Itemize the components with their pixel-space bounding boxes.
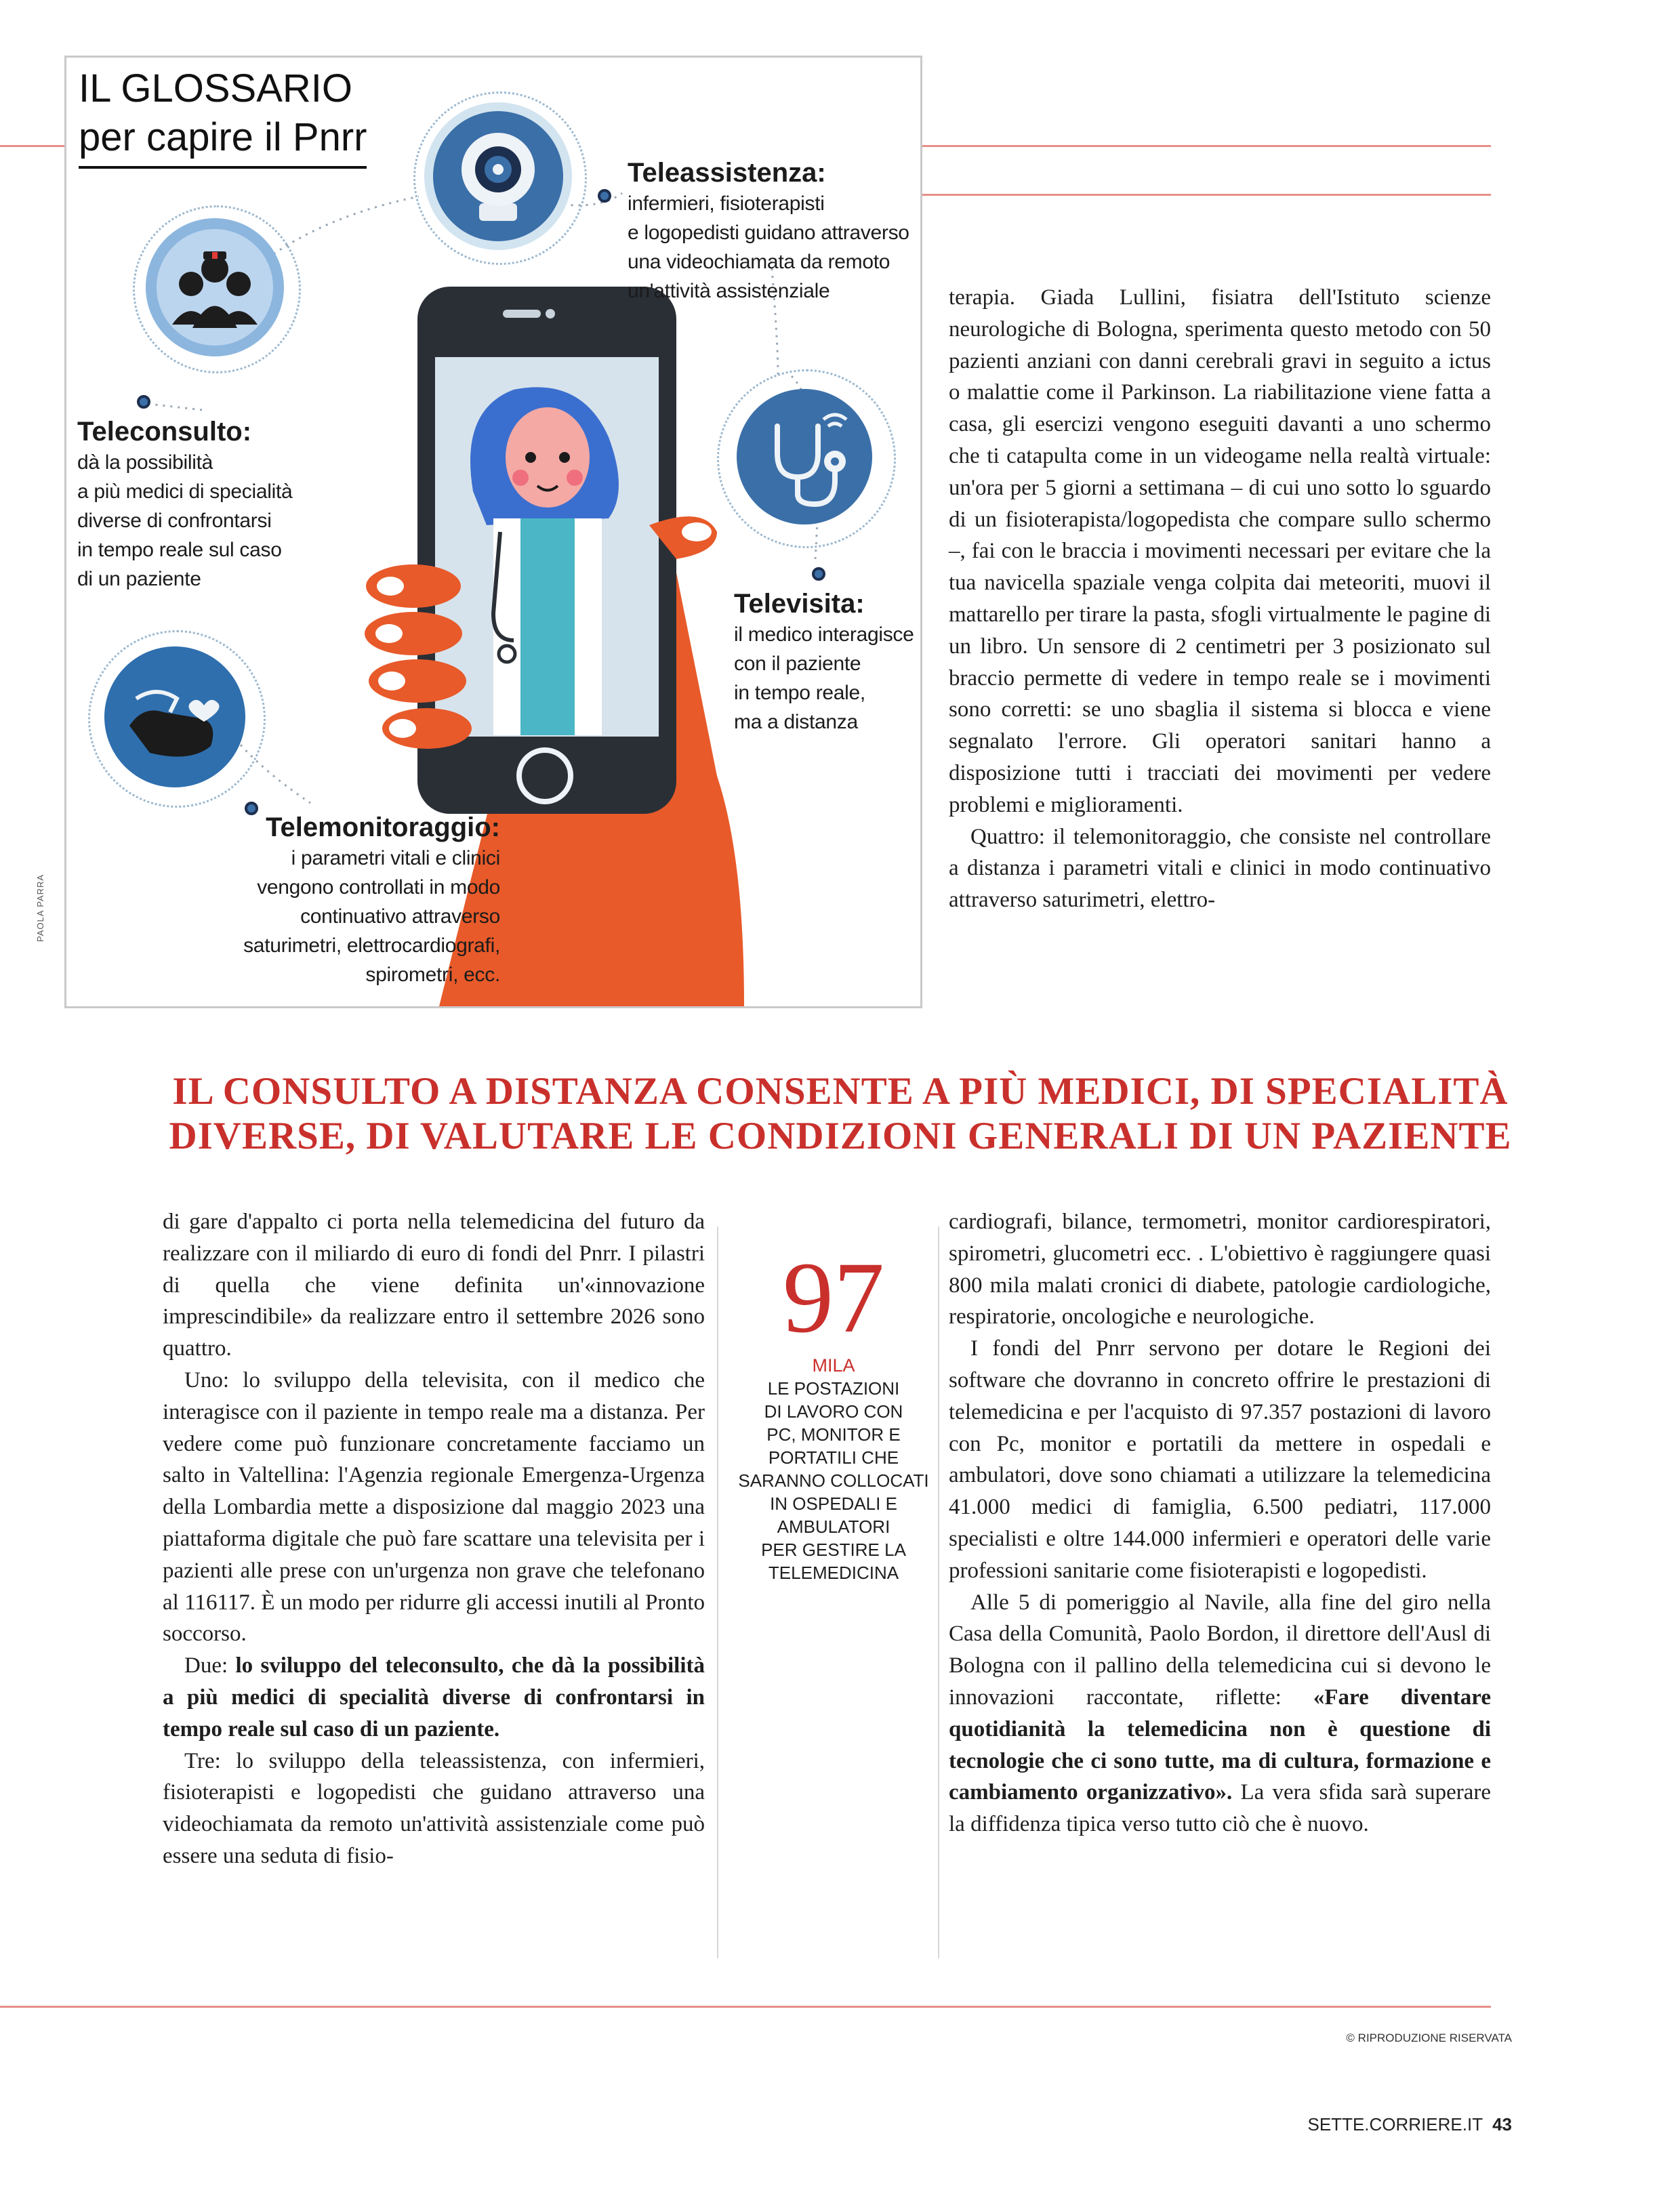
paragraph-tail: La vera sfida sarà superare la diffidenza tipica verso tutto ciò che è nuovo. bbox=[949, 1780, 1491, 1837]
teleconsulto-line: di un paziente bbox=[77, 568, 201, 590]
page-number: 43 bbox=[1492, 2114, 1512, 2135]
teleconsulto-term bbox=[77, 415, 292, 594]
paragraph: I fondi del Pnrr servono per dotare le Regioni dei software che dovranno in concreto offrire le prestazioni di telemedicina e per l'acquisto di 97.357 postazioni di lavoro con Pc, monitor e portatili da mettere in ospedali e ambulatori, dove sono chiamati a utilizzare la telemedicina 41.000 medici di famiglia, 6.500 pediatri, 117.000 specialisti e oltre 144.000 infermieri e operatori delle varie professioni sanitarie come fisioterapisti e logopedisti. bbox=[949, 1336, 1491, 1583]
paragraph-bold: lo sviluppo del teleconsulto, che dà la possibilità a più medici di specialità diverse di confrontarsi in tempo reale sul caso di un paziente. bbox=[163, 1653, 705, 1741]
right-column bbox=[949, 1206, 1491, 1840]
top-right-column bbox=[949, 282, 1491, 916]
stat-line: AMBULATORI bbox=[777, 1517, 890, 1537]
teleconsulto-line: in tempo reale sul caso bbox=[77, 539, 282, 561]
teleassistenza-line: e logopedisti guidano attraverso bbox=[628, 222, 909, 244]
telemonitoraggio-title: Telemonitoraggio: bbox=[266, 812, 500, 842]
paragraph bbox=[949, 1587, 1491, 1840]
paragraph: Uno: lo sviluppo della televisita, con il medico che interagisce con il paziente in tempo reale ma a distanza. Per vedere come può funzionare concretamente facciamo un salto in Valtellina: l'Agenzia regionale Emergenza-Urgenza della Lombardia mette a disposizione dal maggio 2023 una piattaforma digitale che può fare scattare una televisita per i pazienti alle prese con un'urgenza non grave che telefonano al 116117. È un modo per ridurre gli accessi inutili al Pronto soccorso. bbox=[163, 1367, 705, 1647]
paragraph: terapia. Giada Lullini, fisiatra dell'Istituto scienze neurologiche di Bologna, sperimenta questo metodo con 50 pazienti anziani con danni cerebrali gravi in seguito a ictus o malattie come il Parkinson. La riabilitazione viene fatta a casa, gli esercizi vengono eseguiti davanti a uno schermo che ti catapulta come in un videogame nella realtà virtuale: un'ora per 5 giorni a settimana – di cui uno sotto lo sguardo di un fisioterapista/logopedista che compare sullo schermo –, fai con le braccia i movimenti necessari per evitare che la tua navicella spaziale venga colpita dai meteoriti, muovi il mattarello per tirare la pasta, sfogli virtualmente le pagine di un libro. Un sensore di 2 centimetri per 3 posizionato sul braccio permette di vedere in tempo reale se i movimenti sono corretti: se uno sbaglia il sistema si blocca e viene segnalato l'errore. Gli operatori sanitari hanno a disposizione tutti i tracciati dei movimenti per vedere problemi e miglioramenti. bbox=[949, 285, 1491, 817]
stat-line: SARANNO COLLOCATI bbox=[738, 1470, 929, 1491]
teleconsulto-title: Teleconsulto: bbox=[77, 417, 252, 447]
telemonitoraggio-line: vengono controllati in modo bbox=[257, 876, 500, 899]
stat-line: TELEMEDICINA bbox=[768, 1563, 899, 1583]
telemonitoraggio-line: continuativo attraverso bbox=[300, 905, 500, 928]
page-footer bbox=[1308, 2114, 1513, 2135]
stat-description bbox=[725, 1377, 942, 1584]
teleassistenza-line: infermieri, fisioterapisti bbox=[628, 192, 825, 215]
stat-line: PC, MONITOR E bbox=[766, 1424, 901, 1445]
glossary-title-line1: IL GLOSSARIO bbox=[79, 66, 352, 110]
televisita-title: Televisita: bbox=[734, 589, 865, 619]
stat-line: LE POSTAZIONI bbox=[767, 1378, 900, 1399]
paragraph-lead: Due: bbox=[184, 1653, 236, 1678]
top-right-rule-2 bbox=[920, 194, 1491, 196]
telemonitoraggio-line: saturimetri, elettrocardiografi, bbox=[243, 934, 500, 957]
column-divider-left bbox=[717, 1226, 718, 1958]
glossary-infographic bbox=[64, 56, 922, 1008]
copyright-notice: © RIPRODUZIONE RISERVATA bbox=[1346, 2032, 1512, 2044]
bottom-rule bbox=[0, 2006, 1491, 2008]
doctors-group-icon bbox=[144, 216, 286, 358]
teleconsulto-line: diverse di confrontarsi bbox=[77, 510, 272, 532]
televisita-line: in tempo reale, bbox=[734, 682, 865, 704]
top-right-rule bbox=[920, 145, 1491, 147]
televisita-line: con il paziente bbox=[734, 653, 861, 675]
paragraph-bold: «Fare diventare quotidianità la telemedicina non è questione di tecnologie che ci sono tutte, ma di cultura, formazione e cambiamento organizzativo». bbox=[949, 1685, 1491, 1805]
glossary-title-line2: per capire il Pnrr bbox=[79, 113, 367, 169]
telemonitoraggio-line: spirometri, ecc. bbox=[365, 964, 500, 986]
stat-line: PORTATILI CHE bbox=[768, 1447, 899, 1468]
paragraph: cardiografi, bilance, termometri, monitor cardiorespiratori, spirometri, glucometri ecc. . L'obiettivo è raggiungere quasi 800 mila malati cronici di diabete, patologie cardiologiche, respiratorie, oncologiche e neurologiche. bbox=[949, 1210, 1491, 1329]
paragraph: Tre: lo sviluppo della teleassistenza, con infermieri, fisioterapisti e logopedisti che guidano attraverso una videochiamata da remoto un'attività assistenziale come può essere una seduta di fisio- bbox=[163, 1748, 705, 1868]
teleconsulto-line: a più medici di specialità bbox=[77, 480, 293, 503]
stat-line: IN OSPEDALI E bbox=[770, 1493, 897, 1514]
column-divider-right bbox=[938, 1226, 939, 1958]
paragraph: di gare d'appalto ci porta nella telemedicina del futuro da realizzare con il miliardo di euro di fondi del Pnrr. I pilastri di quella che viene definita un'«innovazione imprescindibile» da realizzare entro il settembre 2026 sono quattro. bbox=[163, 1210, 705, 1361]
teleassistenza-title: Teleassistenza: bbox=[628, 158, 826, 188]
teleassistenza-term bbox=[628, 157, 909, 306]
heart-monitor-icon bbox=[102, 644, 247, 789]
stat-line: DI LAVORO CON bbox=[764, 1401, 903, 1422]
illustration-credit: PAOLA PARRA bbox=[35, 873, 45, 942]
teleconsulto-dot bbox=[137, 395, 150, 409]
headline-line1: IL CONSULTO A DISTANZA CONSENTE A PIÙ MEDICI, DI SPECIALITÀ bbox=[172, 1070, 1509, 1113]
televisita-line: ma a distanza bbox=[734, 711, 858, 733]
headline-line2: DIVERSE, DI VALUTARE LE CONDIZIONI GENERALI DI UN PAZIENTE bbox=[169, 1115, 1512, 1157]
telemonitoraggio-line: i parametri vitali e clinici bbox=[291, 847, 500, 869]
paragraph bbox=[163, 1650, 705, 1745]
footer-site: SETTE.CORRIERE.IT bbox=[1307, 2114, 1483, 2135]
paragraph-lead: Alle 5 di pomeriggio al Navile, alla fine del giro nella Casa della Comunità, Paolo Bordon, il direttore dell'Ausl di Bologna con il pallino della telemedicina cui si devono le innovazioni raccontate, riflette: bbox=[949, 1590, 1491, 1710]
paragraph: Quattro: il telemonitoraggio, che consiste nel controllare a distanza i parametri vitali e clinici in modo continuativo attraverso saturimetri, elettro- bbox=[949, 824, 1491, 913]
stat-number: 97 bbox=[783, 1241, 884, 1354]
teleassistenza-line: un'attività assistenziale bbox=[628, 280, 830, 302]
stat-line: PER GESTIRE LA bbox=[761, 1540, 906, 1560]
teleconsulto-line: dà la possibilità bbox=[77, 451, 213, 474]
telemonitoraggio-term bbox=[134, 811, 500, 989]
pull-quote-headline bbox=[122, 1069, 1559, 1159]
teleassistenza-line: una videochiamata da remoto bbox=[628, 251, 890, 273]
televisita-line: il medico interagisce bbox=[734, 623, 914, 646]
televisita-term bbox=[734, 587, 914, 737]
stat-unit: MILA bbox=[812, 1355, 855, 1376]
top-left-rule bbox=[0, 145, 66, 147]
left-column bbox=[163, 1206, 705, 1872]
